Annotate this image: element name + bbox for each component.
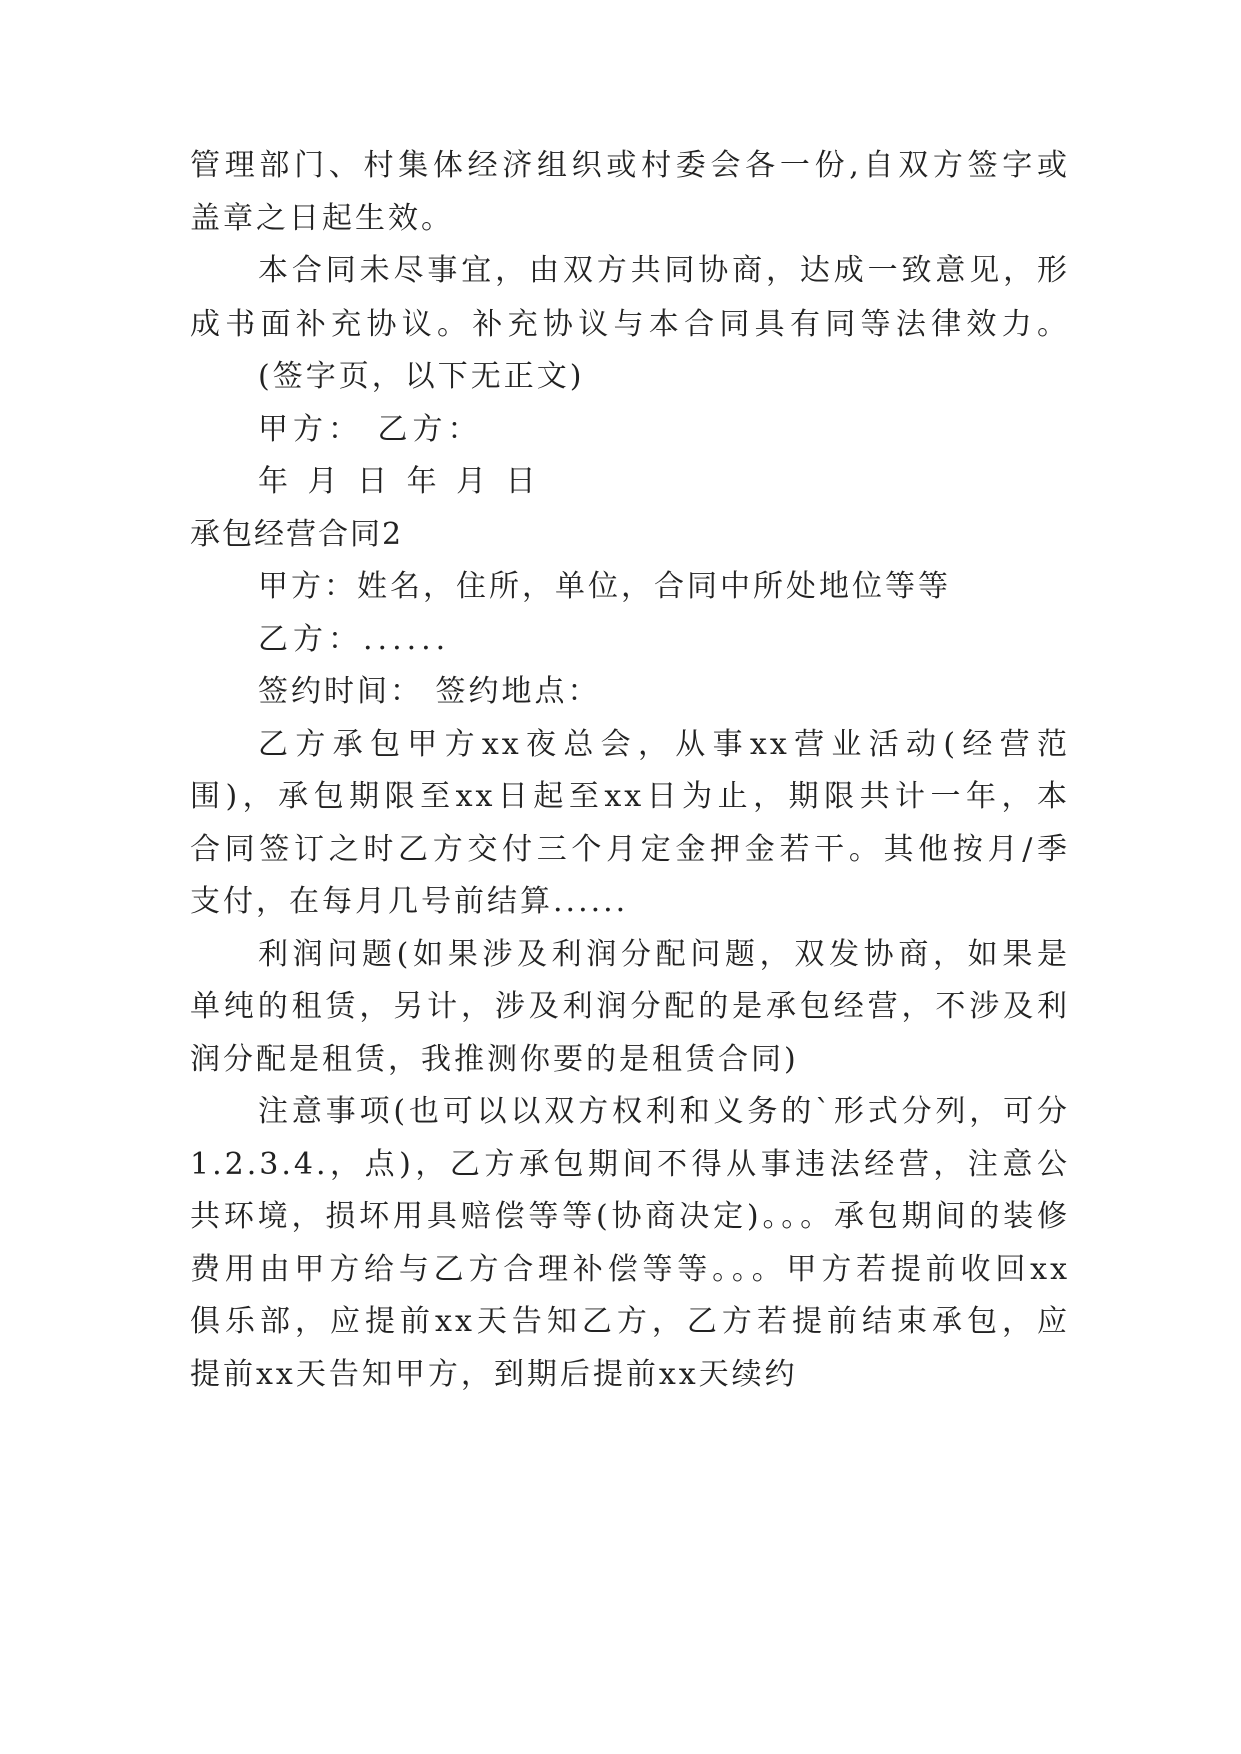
text-line-22: 费用由甲方给与乙方合理补偿等等。。。甲方若提前收回xx: [190, 1252, 1070, 1287]
party-b-line: 乙方：......: [258, 622, 451, 657]
text-line-3: 本合同未尽事宜，由双方共同协商，达成一致意见，形: [258, 253, 1070, 288]
text-line-2: 盖章之日起生效。: [190, 201, 454, 236]
text-line-1: 管理部门、村集体经济组织或村委会各一份,自双方签字或: [190, 148, 1070, 183]
section-title: 承包经营合同2: [190, 517, 404, 552]
text-line-17: 单纯的租赁，另计，涉及利润分配的是承包经营，不涉及利: [190, 989, 1070, 1024]
text-line-24: 提前xx天告知甲方，到期后提前xx天续约: [190, 1357, 798, 1392]
text-line-23: 俱乐部，应提前xx天告知乙方，乙方若提前结束承包，应: [190, 1304, 1070, 1339]
text-line-15: 支付，在每月几号前结算......: [190, 884, 629, 919]
text-line-16: 利润问题(如果涉及利润分配问题，双发协商，如果是: [258, 937, 1070, 972]
text-line-21: 共环境，损坏用具赔偿等等(协商决定)。。。承包期间的装修: [190, 1199, 1070, 1234]
signing-info-line: 签约时间： 签约地点：: [258, 674, 601, 709]
text-line-19: 注意事项(也可以以双方权利和义务的`形式分列，可分: [258, 1094, 1070, 1129]
date-placeholders-line: 年 月 日 年 月 日: [258, 464, 541, 499]
text-line-14: 合同签订之时乙方交付三个月定金押金若干。其他按月/季: [190, 832, 1070, 867]
party-labels-line: 甲方： 乙方：: [258, 412, 483, 447]
text-line-18: 润分配是租赁，我推测你要的是租赁合同): [190, 1042, 799, 1077]
party-a-line: 甲方：姓名，住所，单位，合同中所处地位等等: [258, 569, 951, 604]
text-line-13: 围)，承包期限至xx日起至xx日为止，期限共计一年，本: [190, 779, 1070, 814]
text-line-4: 成书面补充协议。补充协议与本合同具有同等法律效力。: [190, 307, 1070, 342]
signature-page-note: (签字页，以下无正文): [258, 359, 585, 394]
text-line-20: 1.2.3.4.，点)，乙方承包期间不得从事违法经营，注意公: [190, 1147, 1070, 1182]
text-line-12: 乙方承包甲方xx夜总会，从事xx营业活动(经营范: [258, 727, 1070, 762]
